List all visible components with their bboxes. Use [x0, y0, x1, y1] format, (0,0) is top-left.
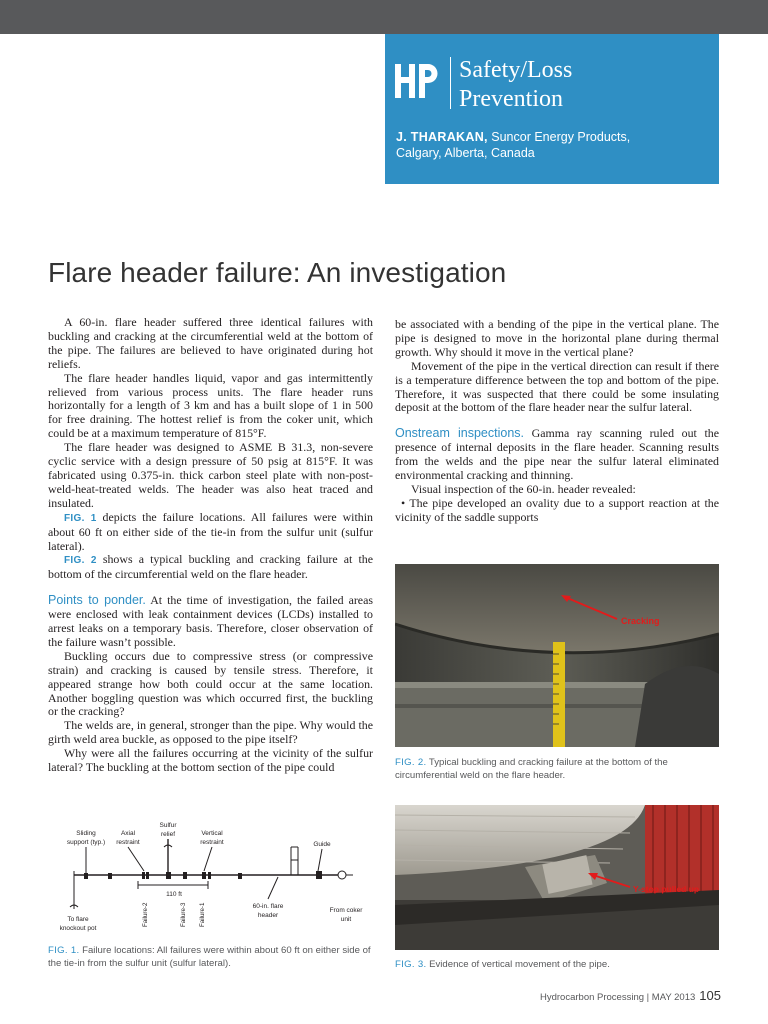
label-axial-restraint: Axial: [120, 830, 136, 837]
fig1-ref: FIG. 1: [64, 512, 97, 524]
column-right: [395, 318, 719, 525]
cracking-annotation: Cracking: [621, 616, 660, 626]
paragraph: Movement of the pipe in the vertical direction can result if there is a temperature difference between the top and bottom of the pipe. Therefore, it was suspected that there could be some insulating deposit at the bottom of the flare header near the sulfur lateral.: [395, 358, 719, 415]
fig1-caption: FIG. 1. Failure locations: All failures were within about 60 ft on either side of the tie-in from the sulfur unit (sulfur lateral).: [48, 945, 371, 969]
label-vertical-restraint: Vertical: [201, 830, 223, 837]
author-location: Calgary, Alberta, Canada: [396, 146, 535, 160]
label-failure-2: Failure-2: [142, 902, 149, 927]
author-name: J. THARAKAN,: [396, 130, 488, 144]
bullet-item: • The pipe developed an ovality due to a support reaction at the vicinity of the saddle supports: [395, 495, 719, 524]
label-sliding-support-2: support (typ.): [66, 839, 106, 846]
paragraph: Visual inspection of the 60-in. header revealed:: [411, 481, 636, 496]
label-vertical-restraint-2: restraint: [200, 839, 224, 846]
top-bar: [0, 0, 768, 34]
label-to-flare: To flare: [67, 916, 89, 923]
banner-divider: [450, 57, 451, 109]
label-guide: Guide: [313, 841, 331, 848]
column-left: [48, 316, 373, 775]
y-stop-annotation: Y-stop pulled up: [633, 884, 700, 894]
fig2-caption: FIG. 2. Typical buckling and cracking failure at the bottom of the circumferential weld on the flare header.: [395, 757, 668, 781]
label-sulfur-relief: Sulfur: [159, 822, 177, 829]
paragraph: A 60-in. flare header suffered three identical failures with buckling and cracking at the circumferential weld at the bottom of the pipe. The failures are believed to have originated during hot reliefs.: [48, 315, 373, 371]
author-affiliation: Suncor Energy Products,: [487, 130, 631, 144]
paragraph: FIG. 2 shows a typical buckling and cracking failure at the bottom of the circumferential weld on the flare header.: [48, 552, 373, 582]
page-footer: Hydrocarbon Processing | MAY 2013 105: [540, 988, 721, 1003]
label-flare-header: 60-in. flare: [252, 903, 284, 910]
fig2-ref: FIG. 2: [64, 555, 97, 567]
label-axial-restraint-2: restraint: [116, 839, 140, 846]
label-to-flare-2: knockout pot: [59, 925, 97, 932]
paragraph: The welds are, in general, stronger than the pipe. Why would the girth weld area buckle, as opposed to the pipe itself?: [48, 718, 373, 747]
fig1-diagram: [48, 815, 378, 937]
label-failure-1: Failure-1: [199, 902, 206, 927]
hp-logo: [395, 64, 439, 98]
fig2-photo: [395, 564, 719, 747]
subhead-points-to-ponder: Points to ponder.: [48, 593, 146, 608]
author-line: [396, 129, 716, 161]
issue-date: MAY 2013: [651, 992, 696, 1003]
paragraph: Points to ponder. At the time of investigation, the failed areas were enclosed with leak containment devices (LCDs) installed to arrest leaks on a temporary basis. Therefore, closer observation of the failure wasn’t possible.: [48, 593, 373, 649]
paragraph: FIG. 1 depicts the failure locations. All failures were within about 60 ft on either side of the tie-in from the sulfur unit (sulfur lateral).: [48, 509, 373, 553]
section-title: Safety/Loss Prevention: [459, 57, 573, 112]
label-coker: From coker: [329, 907, 363, 914]
label-failure-3: Failure-3: [180, 902, 187, 927]
paragraph: Buckling occurs due to compressive stress (or compressive strain) and cracking is caused by tensile stress. Therefore, it appeared strange how both could occur at the same location. Another boggling question was which occurred first, the buckling or the cracking?: [48, 648, 373, 719]
journal-name: Hydrocarbon Processing: [540, 992, 645, 1003]
paragraph: Why were all the failures occurring at the vicinity of the sulfur lateral? The buckling at the bottom section of the pipe could: [48, 746, 373, 775]
article-title: Flare header failure: An investigation: [48, 257, 507, 288]
fig3-photo: [395, 805, 719, 950]
paragraph: The flare header was designed to ASME B 31.3, non-severe cyclic service with a design pressure of 50 psig at 815°F. It was fabricated using 0.375-in. thick carbon steel plate with non-post-weld-heat-treated welds. The header was also heat traced and insulated.: [48, 440, 373, 510]
subhead-onstream-inspections: Onstream inspections.: [395, 426, 525, 441]
paragraph: The flare header handles liquid, vapor and gas intermittently relieved from various process units. The flare header runs horizontally for a length of 3 km and has a built slope of 1 in 500 for free draining. The hottest relief is from the coker unit, which could be at a maximum temperature of 815°F.: [48, 370, 373, 441]
label-sulfur-relief-2: relief: [160, 831, 176, 838]
paragraph: Onstream inspections. Gamma ray scanning ruled out the presence of internal deposits in the flare header. Scanning results from the welds and the pipe near the sulfur lateral eliminated environmental cracking and thinning.: [395, 426, 719, 483]
label-sliding-support: Sliding: [76, 830, 96, 837]
label-dimension: 110 ft: [166, 891, 182, 898]
paragraph: be associated with a bending of the pipe in the vertical plane. The pipe is designed to move in the horizontal plane during thermal growth. Why should it move in the vertical plane?: [395, 317, 719, 359]
fig3-caption: FIG. 3. Evidence of vertical movement of the pipe.: [395, 959, 610, 970]
label-flare-header-2: header: [257, 912, 279, 919]
label-coker-2: unit: [340, 916, 352, 923]
page-number: 105: [699, 988, 721, 1003]
